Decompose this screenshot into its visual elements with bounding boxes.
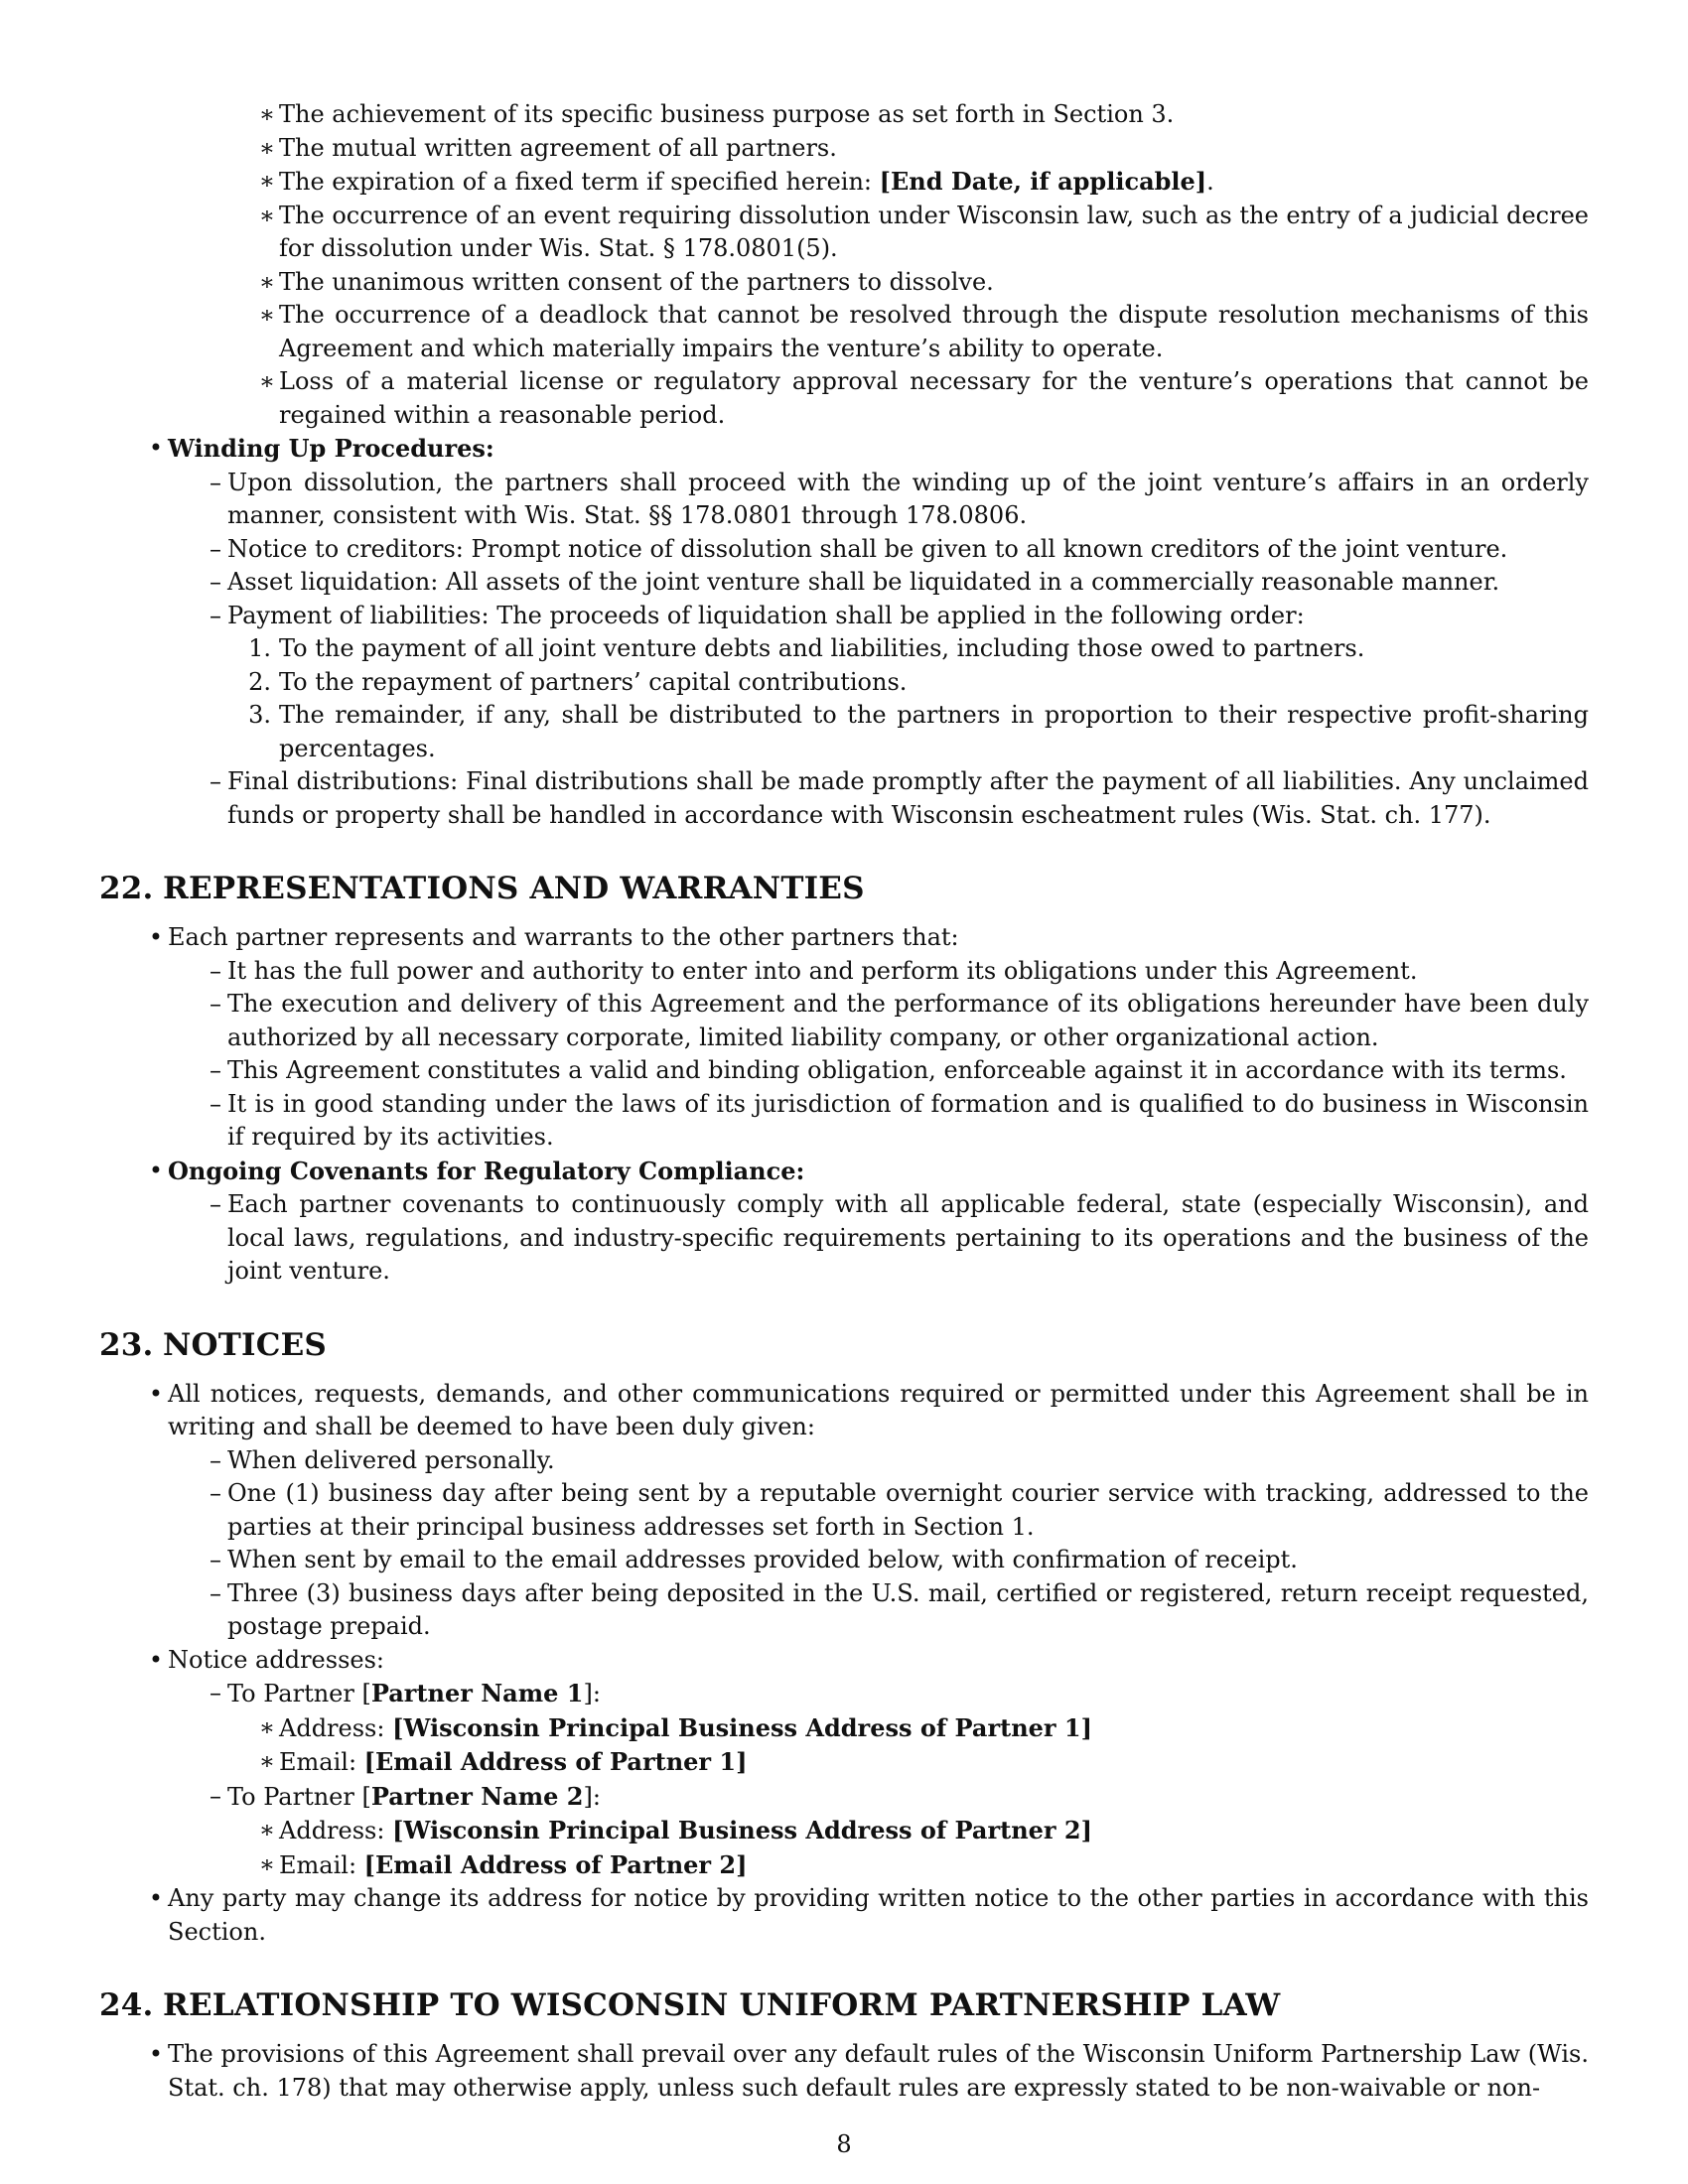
- bullet-marker: •: [148, 1645, 163, 1674]
- dash-marker: –: [210, 1479, 221, 1507]
- star-marker: ∗: [258, 201, 275, 229]
- number-marker: 2.: [248, 667, 271, 696]
- dash-marker: –: [210, 1056, 221, 1084]
- dissolution-event: ∗ The occurrence of an event requiring dissolution under Wisconsin law, such as the entry of a judicial decree for dissolution under Wis. Stat. § 178.0801(5).: [99, 200, 1589, 266]
- winding-up-heading: • Winding Up Procedures:: [99, 432, 1589, 467]
- dash-marker: –: [210, 1089, 221, 1118]
- star-marker: ∗: [258, 167, 275, 195]
- placeholder-address: [Wisconsin Principal Business Address of Partner 2]: [392, 1816, 1092, 1844]
- dash-marker: –: [210, 990, 221, 1018]
- winding-up-item: – Final distributions: Final distributions shall be made promptly after the payment of all liabilities. Any unclaimed funds or property shall be handled in accordance with Wisconsin escheatment rules (Wis. Stat. ch. 177).: [99, 765, 1589, 832]
- bullet-marker: •: [148, 923, 163, 951]
- list-item: – Each partner covenants to continuously comply with all applicable federal, state (especially Wisconsin), and local laws, regulations, and industry-specific requirements pertaining to its operations and the business of the joint venture.: [99, 1188, 1589, 1289]
- dash-marker: –: [210, 767, 221, 795]
- dash-marker: –: [210, 1679, 221, 1706]
- star-marker: ∗: [258, 1816, 275, 1843]
- star-marker: ∗: [258, 367, 275, 395]
- placeholder-email: [Email Address of Partner 2]: [363, 1849, 748, 1879]
- dash-marker: –: [210, 601, 221, 629]
- page-content: [99, 98, 1589, 2105]
- winding-up-item: – Notice to creditors: Prompt notice of dissolution shall be given to all known creditors of the joint venture.: [99, 533, 1589, 567]
- payment-order-item: 3. The remainder, if any, shall be distributed to the partners in proportion to their respective profit-sharing percentages.: [99, 699, 1589, 765]
- bullet-marker: •: [148, 434, 163, 462]
- dissolution-event: ∗ The unanimous written consent of the partners to dissolve.: [99, 266, 1589, 300]
- number-marker: 3.: [248, 701, 271, 729]
- list-item: – It has the full power and authority to enter into and perform its obligations under this Agreement.: [99, 955, 1589, 989]
- payment-order-item: 2. To the repayment of partners’ capital contributions.: [99, 666, 1589, 700]
- notice-email: ∗ Email: [Email Address of Partner 1]: [99, 1745, 1589, 1780]
- section-heading: 23. NOTICES: [99, 1326, 327, 1363]
- section-heading: 24. RELATIONSHIP TO WISCONSIN UNIFORM PARTNERSHIP LAW: [99, 1987, 1281, 2023]
- dash-marker: –: [210, 1781, 221, 1810]
- dash-marker: –: [210, 1578, 221, 1607]
- section-heading: 22. REPRESENTATIONS AND WARRANTIES: [99, 871, 865, 906]
- winding-up-item: – Payment of liabilities: The proceeds of liquidation shall be applied in the following order:: [99, 600, 1589, 633]
- list-item: • All notices, requests, demands, and other communications required or permitted under this Agreement shall be in writing and shall be deemed to have been duly given:: [99, 1378, 1589, 1444]
- placeholder-end-date: [End Date, if applicable]: [879, 167, 1207, 196]
- list-item: • The provisions of this Agreement shall prevail over any default rules of the Wisconsin Uniform Partnership Law (Wis. Stat. ch. 178) that may otherwise apply, unless such default rules are expressly stated to be non-waivable or non-: [99, 2038, 1589, 2105]
- dissolution-event: ∗ The occurrence of a deadlock that cannot be resolved through the dispute resolution mechanisms of this Agreement and which materially impairs the venture’s ability to operate.: [99, 299, 1589, 365]
- placeholder-address: [Wisconsin Principal Business Address of Partner 1]: [392, 1712, 1092, 1742]
- dash-marker: –: [210, 956, 221, 985]
- bullet-marker: •: [148, 1884, 163, 1912]
- dash-marker: –: [210, 1190, 221, 1218]
- list-item: • Notice addresses:: [99, 1644, 1589, 1678]
- notice-address: ∗ Address: [Wisconsin Principal Business Address of Partner 1]: [99, 1711, 1589, 1746]
- partner-notice: – To Partner [Partner Name 2]:: [99, 1780, 1589, 1815]
- dissolution-event: ∗ Loss of a material license or regulatory approval necessary for the venture’s operations that cannot be regained within a reasonable period.: [99, 365, 1589, 432]
- winding-up-item: – Asset liquidation: All assets of the joint venture shall be liquidated in a commercially reasonable manner.: [99, 566, 1589, 600]
- dash-marker: –: [210, 568, 221, 596]
- bullet-marker: •: [148, 1379, 163, 1408]
- bullet-marker: •: [148, 2040, 163, 2068]
- placeholder-email: [Email Address of Partner 1]: [363, 1747, 748, 1776]
- winding-up-item: – Upon dissolution, the partners shall proceed with the winding up of the joint venture’s affairs in an orderly manner, consistent with Wis. Stat. §§ 178.0801 through 178.0806.: [99, 467, 1589, 533]
- placeholder-partner-name: Partner Name 1: [370, 1679, 584, 1707]
- section-23: [99, 1325, 1589, 1365]
- dash-marker: –: [210, 1546, 221, 1573]
- dissolution-event: ∗ The achievement of its specific business purpose as set forth in Section 3.: [99, 98, 1589, 132]
- bullet-marker: •: [148, 1156, 163, 1184]
- dash-marker: –: [210, 534, 221, 563]
- section-24: [99, 1985, 1589, 2025]
- star-marker: ∗: [258, 100, 275, 128]
- notice-email: ∗ Email: [Email Address of Partner 2]: [99, 1848, 1589, 1883]
- list-item: • Any party may change its address for notice by providing written notice to the other parties in accordance with this Section.: [99, 1882, 1589, 1949]
- number-marker: 1.: [248, 634, 271, 662]
- placeholder-partner-name: Partner Name 2: [370, 1781, 584, 1811]
- list-item: – When sent by email to the email addresses provided below, with confirmation of receipt.: [99, 1544, 1589, 1577]
- list-item: – One (1) business day after being sent by a reputable overnight courier service with tracking, addressed to the parties at their principal business addresses set forth in Section 1.: [99, 1477, 1589, 1544]
- dissolution-event: ∗ The expiration of a fixed term if specified herein: [End Date, if applicable].: [99, 165, 1589, 200]
- star-marker: ∗: [258, 267, 275, 296]
- covenants-heading: • Ongoing Covenants for Regulatory Compliance:: [99, 1155, 1589, 1189]
- star-marker: ∗: [258, 301, 275, 329]
- payment-order-item: 1. To the payment of all joint venture debts and liabilities, including those owed to partners.: [99, 632, 1589, 666]
- list-item: – This Agreement constitutes a valid and binding obligation, enforceable against it in accordance with its terms.: [99, 1054, 1589, 1088]
- page-number: 8: [836, 2130, 852, 2158]
- dissolution-event: ∗ The mutual written agreement of all partners.: [99, 132, 1589, 166]
- star-marker: ∗: [258, 133, 275, 162]
- section-22: [99, 869, 1589, 908]
- list-item: • Each partner represents and warrants to the other partners that:: [99, 921, 1589, 955]
- star-marker: ∗: [258, 1849, 275, 1878]
- dash-marker: –: [210, 468, 221, 496]
- dash-marker: –: [210, 1445, 221, 1474]
- list-item: – Three (3) business days after being deposited in the U.S. mail, certified or registered, return receipt requested, postage prepaid.: [99, 1577, 1589, 1644]
- list-item: – It is in good standing under the laws of its jurisdiction of formation and is qualified to do business in Wisconsin if required by its activities.: [99, 1088, 1589, 1155]
- partner-notice: – To Partner [Partner Name 1]:: [99, 1677, 1589, 1711]
- notice-address: ∗ Address: [Wisconsin Principal Business Address of Partner 2]: [99, 1814, 1589, 1848]
- star-marker: ∗: [258, 1747, 275, 1775]
- star-marker: ∗: [258, 1712, 275, 1741]
- list-item: – When delivered personally.: [99, 1444, 1589, 1478]
- list-item: – The execution and delivery of this Agreement and the performance of its obligations hereunder have been duly authorized by all necessary corporate, limited liability company, or other organizational action.: [99, 988, 1589, 1054]
